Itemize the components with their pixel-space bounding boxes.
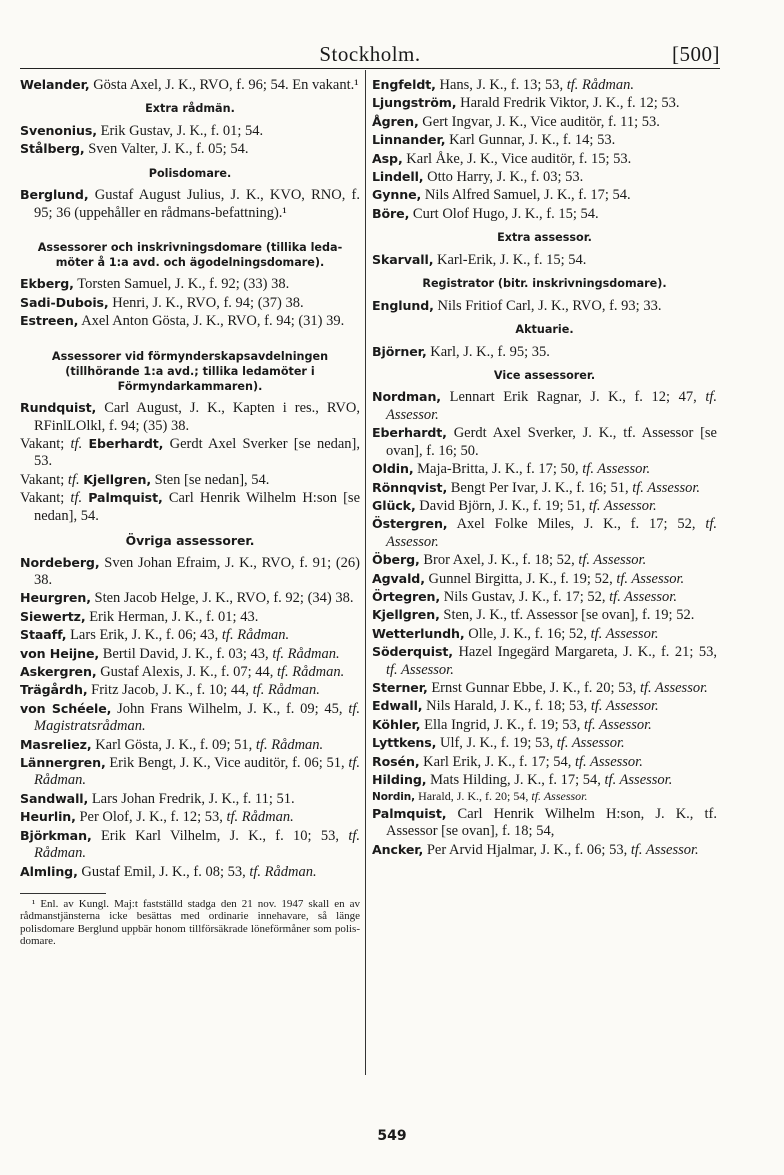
entry-details: David Björn, J. K., f. 19; 51, xyxy=(419,497,586,514)
entry-title: tf. Assessor. xyxy=(588,497,657,514)
entry-name: Ågren, xyxy=(372,113,419,129)
list-item xyxy=(372,805,717,841)
left-column xyxy=(20,76,360,948)
entry-title: tf. Assessor. xyxy=(590,625,659,642)
entry-name: Trägårdh, xyxy=(20,682,88,698)
entry-name: Engfeldt, xyxy=(372,77,436,92)
entry-name: Böre, xyxy=(372,205,410,221)
entry-title: tf. Rådman. xyxy=(34,755,360,789)
group-registrator xyxy=(372,297,717,315)
entry-title: tf. Assessor. xyxy=(609,588,677,605)
entry-details: Gunnel Birgitta, J. K., f. 19; 52, xyxy=(428,570,613,587)
entry-details: Bror Axel, J. K., f. 18; 52, xyxy=(423,552,575,569)
entry-name: Sadi-Dubois, xyxy=(20,294,109,310)
entry-details: Fritz Jacob, J. K., f. 10; 44, xyxy=(91,682,250,699)
entry-name: Gynne, xyxy=(372,187,422,203)
entry-name: Masreliez, xyxy=(20,736,92,752)
list-item xyxy=(20,681,360,699)
list-item xyxy=(372,643,717,679)
entry-title: tf. Assessor. xyxy=(582,461,651,478)
entry-details: Per Arvid Hjalmar, J. K., f. 06; 53, xyxy=(426,841,628,858)
entry-title: tf. Rådman. xyxy=(221,627,290,644)
entry-details: Harald Fredrik Viktor, J. K., f. 12; 53. xyxy=(460,95,680,112)
entry-prefix: Vakant; tf. xyxy=(20,490,83,507)
entry-title: tf. Rådman. xyxy=(34,827,361,862)
entry-name: Sterner, xyxy=(372,679,428,695)
list-item xyxy=(20,700,360,736)
entry-details: Karl Erik, J. K., f. 17; 54, xyxy=(423,753,572,770)
entry-name: Björkman, xyxy=(20,827,92,843)
list-item xyxy=(372,570,717,588)
list-item xyxy=(20,808,360,826)
entry-title: tf. Rådman. xyxy=(252,682,320,699)
entry-details: Lars Johan Fredrik, J. K., f. 11; 51. xyxy=(91,790,295,807)
entry-name: Svenonius, xyxy=(20,122,97,138)
entry-name: Englund, xyxy=(372,297,434,313)
entry-details: Sten [se nedan], 54. xyxy=(154,471,270,488)
entry-details: Henri, J. K., RVO, f. 94; (37) 38. xyxy=(112,294,304,311)
entry-details: John Frans Wilhelm, J. K., f. 09; 45, xyxy=(117,700,343,717)
list-item xyxy=(372,168,717,186)
group-vice-tail xyxy=(372,805,717,859)
entry-name: Öberg, xyxy=(372,552,420,568)
group-ovriga xyxy=(20,554,360,881)
small-entry xyxy=(372,789,717,805)
entry-name: Eberhardt, xyxy=(372,425,447,441)
list-item xyxy=(20,663,360,681)
group-polisdomare xyxy=(20,186,360,222)
section-heading-ovriga: Övriga assessorer. xyxy=(125,533,255,549)
running-title: Stockholm. xyxy=(319,42,421,66)
entry-name: Sandwall, xyxy=(20,790,89,806)
footnote: ¹ Enl. av Kungl. Maj:t fastställd stadga den 21 nov. 1947 skall en av rådmanstjänsterna icke besättas med ordinarie innehavare, så länge polisdomare Berglund uppbär honom tillförsäkrade löneförmåner som polis-domare. xyxy=(20,897,360,948)
entry-name: Kjellgren, xyxy=(372,607,440,623)
entry-name: Linnander, xyxy=(372,132,446,148)
entry-name: Örtegren, xyxy=(372,588,441,604)
group-aktuarie xyxy=(372,343,717,361)
entry-name: Lindell, xyxy=(372,169,424,185)
entry-details: Erik Karl Vilhelm, J. K., f. 10; 53, xyxy=(100,827,340,844)
entry-details: Nils Harald, J. K., f. 18; 53, xyxy=(426,698,588,715)
entry-name: Glück, xyxy=(372,497,416,513)
entry-details: Gerdt Axel Sverker, J. K., tf. Assessor [se ovan], f. 16; 50. xyxy=(386,425,717,459)
entry-name: Stålberg, xyxy=(20,141,85,157)
list-item xyxy=(372,479,717,497)
entry-name: Ekberg, xyxy=(20,276,74,292)
entry-name: Rönnqvist, xyxy=(372,479,448,495)
section-heading-vice: Vice assessorer. xyxy=(493,368,596,382)
entry-name: Eberhardt, xyxy=(88,436,164,452)
list-item xyxy=(372,150,717,168)
entry-name: Nordin, xyxy=(372,791,416,804)
entry-details: Maja-Britta, J. K., f. 17; 50, xyxy=(417,461,579,478)
column-divider xyxy=(365,70,366,1075)
entry-details: Olle, J. K., f. 16; 52, xyxy=(468,625,588,642)
entry-name: Oldin, xyxy=(372,461,414,477)
list-item xyxy=(20,294,360,312)
entry-title: tf. Assessor. xyxy=(639,679,708,696)
entry-details: Torsten Samuel, J. K., f. 92; (33) 38. xyxy=(77,276,290,293)
list-item xyxy=(372,113,717,131)
entry-details: Ulf, J. K., f. 19; 53, xyxy=(439,735,554,752)
group-vice xyxy=(372,388,717,789)
entry-details: Bengt Per Ivar, J. K., f. 16; 51, xyxy=(450,479,629,496)
list-item xyxy=(20,863,360,881)
list-item xyxy=(372,186,717,204)
entry-details: Mats Hilding, J. K., f. 17; 54, xyxy=(430,772,601,788)
entry-title: tf. Assessor. xyxy=(632,479,701,496)
entry-name: Asp, xyxy=(372,150,403,166)
entry-name: Kjellgren, xyxy=(83,471,152,487)
group-radman xyxy=(20,76,360,94)
entry-name: Östergren, xyxy=(372,516,448,532)
entry-title: tf. Rådman. xyxy=(226,809,294,826)
right-column xyxy=(372,76,717,859)
entry-details: Nils Gustav, J. K., f. 17; 52, xyxy=(443,588,606,605)
entry-title: tf. Rådman. xyxy=(566,77,635,93)
list-item xyxy=(20,754,360,790)
entry-name: Rosén, xyxy=(372,753,420,769)
entry-title: tf. Assessor. xyxy=(386,661,454,678)
entry-name: Wetterlundh, xyxy=(372,625,465,641)
entry-name: Rundquist, xyxy=(20,400,97,416)
entry-details: Ella Ingrid, J. K., f. 19; 53, xyxy=(424,716,581,733)
entry-title: tf. Assessor. xyxy=(386,389,718,423)
entry-name: Berglund, xyxy=(20,187,89,203)
entry-details: Hazel Ingegärd Margareta, J. K., f. 21; 53, xyxy=(458,644,717,661)
list-item xyxy=(20,489,360,525)
entry-title: tf. Assessor. xyxy=(575,753,643,770)
section-heading-assessorer-inskrivning: Assessorer och inskrivningsdomare (tillika leda-möter å 1:a avd. och ägodelningsdomare). xyxy=(37,241,343,270)
entry-details: Ernst Gunnar Ebbe, J. K., f. 20; 53, xyxy=(431,679,637,696)
entry-title: tf. Assessor. xyxy=(590,698,659,715)
entry-details: Gert Ingvar, J. K., Vice auditör, f. 11; 53. xyxy=(422,113,660,130)
list-item xyxy=(372,297,717,315)
entry-details: Karl-Erik, J. K., f. 15; 54. xyxy=(437,251,587,268)
entry-name: von Schéele, xyxy=(20,700,112,716)
section-heading-extra-assessor: Extra assessor. xyxy=(497,231,592,245)
list-item xyxy=(372,716,717,734)
entry-title: tf. Rådman. xyxy=(249,863,317,880)
entry-title: tf. Rådman. xyxy=(277,664,345,681)
entry-name: Lännergren, xyxy=(20,755,106,771)
list-item xyxy=(372,841,717,859)
entry-name: Hilding, xyxy=(372,772,427,787)
entry-title: tf. Assessor. xyxy=(630,841,699,858)
entry-details: Otto Harry, J. K., f. 03; 53. xyxy=(427,169,584,186)
list-item xyxy=(372,388,717,424)
list-item xyxy=(20,589,360,607)
list-item xyxy=(20,76,360,94)
entry-name: Askergren, xyxy=(20,664,97,680)
list-item xyxy=(372,497,717,515)
entry-details: Karl, J. K., f. 95; 35. xyxy=(430,343,550,360)
entry-name: Söderquist, xyxy=(372,644,453,660)
entry-details: Erik Gustav, J. K., f. 01; 54. xyxy=(100,122,264,139)
list-item xyxy=(20,626,360,644)
entry-name: Björner, xyxy=(372,343,427,359)
entry-details: Karl Gunnar, J. K., f. 14; 53. xyxy=(449,132,616,149)
section-heading-polisdomare: Polisdomare. xyxy=(148,166,232,180)
entry-details: Lars Erik, J. K., f. 06; 43, xyxy=(70,627,219,644)
entry-name: Köhler, xyxy=(372,716,421,732)
entry-title: tf. Assessor. xyxy=(531,789,588,804)
entry-title: tf. Magistratsrådman. xyxy=(34,700,360,735)
list-item xyxy=(372,131,717,149)
list-item xyxy=(372,76,717,94)
list-item xyxy=(372,734,717,752)
entry-details: Nils Fritiof Carl, J. K., RVO, f. 93; 33. xyxy=(437,297,662,314)
list-item xyxy=(372,771,717,789)
entry-name: Siewertz, xyxy=(20,608,86,624)
list-item xyxy=(20,140,360,158)
group-formynderskap xyxy=(20,399,360,525)
list-item xyxy=(20,186,360,222)
entry-details: Bertil David, J. K., f. 03; 43, xyxy=(102,645,269,662)
entry-details: Gustaf August Julius, J. K., KVO, RNO, f. 95; 36 (uppehåller en rådmans-befattning).¹ xyxy=(34,187,360,221)
list-item xyxy=(20,275,360,293)
group-extra-assessor xyxy=(372,251,717,269)
list-item xyxy=(20,827,360,863)
entry-details: Erik Bengt, J. K., Vice auditör, f. 06; 51, xyxy=(109,755,345,772)
entry-details: Carl Henrik Wilhelm H:son, J. K., tf. Assessor [se ovan], f. 18; 54, xyxy=(386,806,717,840)
entry-details: Karl Gösta, J. K., f. 09; 51, xyxy=(95,736,253,753)
list-item xyxy=(372,625,717,643)
page-header xyxy=(20,38,720,69)
list-item xyxy=(372,424,717,460)
entry-name: Ancker, xyxy=(372,841,424,857)
entry-details: Gerdt Axel Sverker [se nedan], 53. xyxy=(34,436,361,470)
entry-name: Welander, xyxy=(20,77,90,92)
list-item xyxy=(372,551,717,569)
entry-title: tf. Assessor. xyxy=(604,772,673,788)
entry-details: Axel Anton Gösta, J. K., RVO, f. 94; (31) 39. xyxy=(81,313,345,330)
entry-title: tf. Assessor. xyxy=(578,552,647,569)
list-item xyxy=(20,736,360,754)
section-heading-extra-radman: Extra rådmän. xyxy=(145,102,235,116)
list-item xyxy=(20,435,360,471)
entry-title: tf. Rådman. xyxy=(272,645,340,662)
entry-name: Agvald, xyxy=(372,570,425,586)
list-item xyxy=(20,790,360,808)
entry-name: Skarvall, xyxy=(372,251,434,267)
entry-name: Staaff, xyxy=(20,627,67,643)
entry-details: Erik Herman, J. K., f. 01; 43. xyxy=(89,608,259,625)
entry-name: Palmquist, xyxy=(372,806,447,821)
entry-prefix: Vakant; tf. xyxy=(20,436,83,453)
entry-details: Carl August, J. K., Kapten i res., RVO, RFinlLOlkl, f. 94; (35) 38. xyxy=(34,400,361,434)
section-heading-formynderskap: Assessorer vid förmynderskapsavdelningen (tillhörande 1:a avd.; tillika ledamöter i Förmyndarkammaren). xyxy=(51,349,329,394)
entry-details: Sven Johan Efraim, J. K., RVO, f. 91; (26) 38. xyxy=(34,554,361,589)
list-item xyxy=(372,679,717,697)
entry-details: Lennart Erik Ragnar, J. K., f. 12; 47, xyxy=(449,389,697,406)
entry-title: tf. Assessor. xyxy=(583,716,652,733)
entry-prefix: Vakant; tf. xyxy=(20,471,80,488)
entry-details: Gustaf Emil, J. K., f. 08; 53, xyxy=(81,863,246,880)
page-reference: [500] xyxy=(672,42,720,66)
list-item xyxy=(20,608,360,626)
group-extra-radman xyxy=(20,122,360,159)
list-item xyxy=(20,471,360,489)
entry-details: Gösta Axel, J. K., RVO, f. 96; 54. En vakant.¹ xyxy=(93,77,359,93)
entry-details: Carl Henrik Wilhelm H:son [se nedan], 54. xyxy=(34,490,361,524)
group-radman-cont xyxy=(372,76,717,223)
list-item xyxy=(372,753,717,771)
entry-name: Ljungström, xyxy=(372,95,457,111)
list-item xyxy=(372,697,717,715)
list-item xyxy=(20,645,360,663)
entry-name: Heurlin, xyxy=(20,809,76,825)
entry-details: Nils Alfred Samuel, J. K., f. 17; 54. xyxy=(424,187,631,204)
entry-details: Sven Valter, J. K., f. 05; 54. xyxy=(88,141,249,158)
entry-details: Hans, J. K., f. 13; 53, xyxy=(439,77,564,93)
list-item xyxy=(20,399,360,435)
entry-details: Karl Åke, J. K., Vice auditör, f. 15; 53. xyxy=(406,150,632,167)
list-item xyxy=(372,343,717,361)
entry-details: Harald, J. K., f. 20; 54, xyxy=(418,789,529,804)
section-heading-aktuarie: Aktuarie. xyxy=(515,323,574,337)
entry-name: Palmquist, xyxy=(88,490,163,506)
footnote-rule xyxy=(20,893,106,894)
entry-name: Estreen, xyxy=(20,313,79,329)
entry-title: tf. Assessor. xyxy=(386,516,718,550)
list-item xyxy=(372,606,717,624)
entry-details: Sten, J. K., tf. Assessor [se ovan], f. 19; 52. xyxy=(443,607,695,624)
entry-name: von Heijne, xyxy=(20,645,100,661)
entry-title: tf. Assessor. xyxy=(616,570,685,587)
entry-details: Gustaf Alexis, J. K., f. 07; 44, xyxy=(100,664,274,681)
entry-name: Lyttkens, xyxy=(372,735,437,751)
entry-title: tf. Rådman. xyxy=(255,736,324,753)
list-item xyxy=(20,122,360,140)
group-assessorer-inskrivning xyxy=(20,275,360,330)
entry-details: Per Olof, J. K., f. 12; 53, xyxy=(79,809,223,826)
entry-details: Curt Olof Hugo, J. K., f. 15; 54. xyxy=(412,205,599,222)
list-item xyxy=(20,312,360,330)
list-item xyxy=(372,588,717,606)
page-number: 549 xyxy=(377,1128,407,1144)
list-item xyxy=(372,460,717,478)
list-item xyxy=(372,251,717,269)
entry-name: Edwall, xyxy=(372,698,423,714)
entry-details: Sten Jacob Helge, J. K., RVO, f. 92; (34) 38. xyxy=(94,590,354,607)
entry-name: Almling, xyxy=(20,863,78,879)
entry-name: Nordeberg, xyxy=(20,554,100,570)
entry-title: tf. Assessor. xyxy=(556,735,625,752)
entry-name: Heurgren, xyxy=(20,590,91,606)
section-heading-registrator: Registrator (bitr. inskrivningsdomare). xyxy=(422,277,667,291)
entry-details: Axel Folke Miles, J. K., f. 17; 52, xyxy=(456,516,696,533)
list-item xyxy=(372,515,717,551)
entry-name: Nordman, xyxy=(372,389,441,405)
list-item xyxy=(372,205,717,223)
list-item xyxy=(372,94,717,112)
list-item xyxy=(20,554,360,590)
